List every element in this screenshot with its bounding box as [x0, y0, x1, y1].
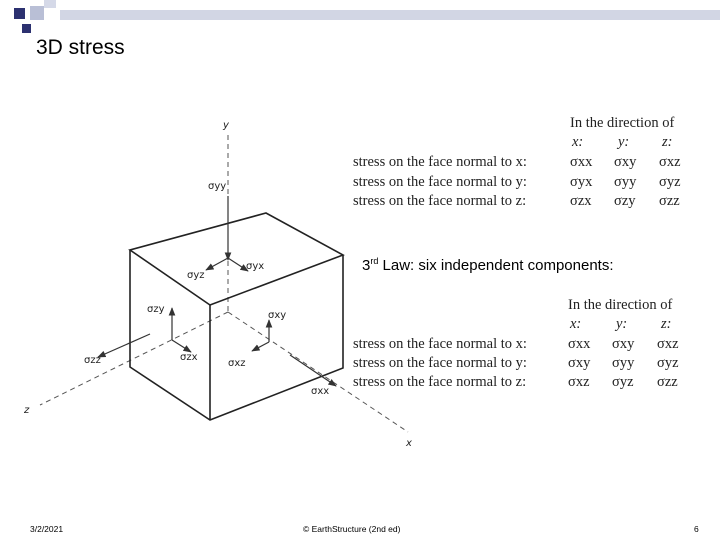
szx-arrow [172, 340, 191, 352]
table2-cell: σxz [568, 374, 590, 390]
third-law-text [362, 256, 614, 274]
syy-label: σyy [208, 181, 227, 192]
table1-cell: σxy [614, 154, 637, 170]
slide-title: 3D stress [36, 36, 125, 59]
sxz-label: σxz [228, 358, 246, 369]
table2-cell: σxz [657, 336, 679, 352]
footer-page-number: 6 [694, 524, 699, 534]
table1-cell: σyx [570, 174, 593, 190]
footer-date: 3/2/2021 [30, 524, 64, 534]
table2-row-label: stress on the face normal to x: [353, 336, 527, 352]
syx-label: σyx [246, 261, 265, 272]
law-superscript: rd [370, 256, 379, 266]
table1-cell: σyy [614, 174, 637, 190]
table1-cell: σzy [614, 193, 636, 209]
law-prefix: 3 [362, 257, 371, 274]
table2-cell: σyy [612, 355, 635, 371]
sxx-label: σxx [311, 386, 330, 397]
syx-arrow [228, 258, 248, 271]
table2-axis-z: z: [661, 316, 672, 332]
axis-x-label: x [406, 438, 412, 449]
axis-y-label: y [223, 120, 229, 131]
table2-cell: σyz [612, 374, 634, 390]
table1-cell: σxx [570, 154, 593, 170]
table1-cell: σzx [570, 193, 592, 209]
table1-axis-y: y: [618, 134, 630, 150]
syz-label: σyz [187, 270, 205, 281]
table2-cell: σxy [568, 355, 591, 371]
table1-row-label: stress on the face normal to x: [353, 154, 527, 170]
z-axis-line [40, 312, 228, 405]
table2-header: In the direction of [568, 297, 673, 313]
table1-header: In the direction of [570, 115, 675, 131]
table2-cell: σxy [612, 336, 635, 352]
table1-axis-x: x: [572, 134, 584, 150]
szz-arrow [98, 334, 150, 357]
table1-cell: σyz [659, 174, 681, 190]
axis-z-label: z [24, 405, 30, 416]
syz-arrow [206, 258, 228, 270]
table2-row-label: stress on the face normal to y: [353, 355, 527, 371]
szz-label: σzz [84, 355, 101, 366]
table2-cell: σzz [657, 374, 678, 390]
table1-axis-z: z: [662, 134, 673, 150]
table1-row-label: stress on the face normal to z: [353, 193, 527, 209]
szx-label: σzx [180, 352, 198, 363]
table2-cell: σxx [568, 336, 591, 352]
sxz-arrow [252, 342, 269, 351]
sxx-arrow [290, 355, 336, 386]
szy-label: σzy [147, 304, 165, 315]
table2-axis-y: y: [616, 316, 628, 332]
x-axis-line [228, 312, 408, 432]
table2-row-label: stress on the face normal to z: [353, 374, 527, 390]
table1-cell: σzz [659, 193, 680, 209]
law-body: Law: six independent components: [378, 257, 614, 274]
cube-top-face [130, 213, 343, 305]
table2-axis-x: x: [570, 316, 582, 332]
table1-cell: σxz [659, 154, 681, 170]
sxy-label: σxy [268, 310, 287, 321]
table2-cell: σyz [657, 355, 679, 371]
footer-credit: © EarthStructure (2nd ed) [303, 524, 401, 534]
table1-row-label: stress on the face normal to y: [353, 174, 527, 190]
